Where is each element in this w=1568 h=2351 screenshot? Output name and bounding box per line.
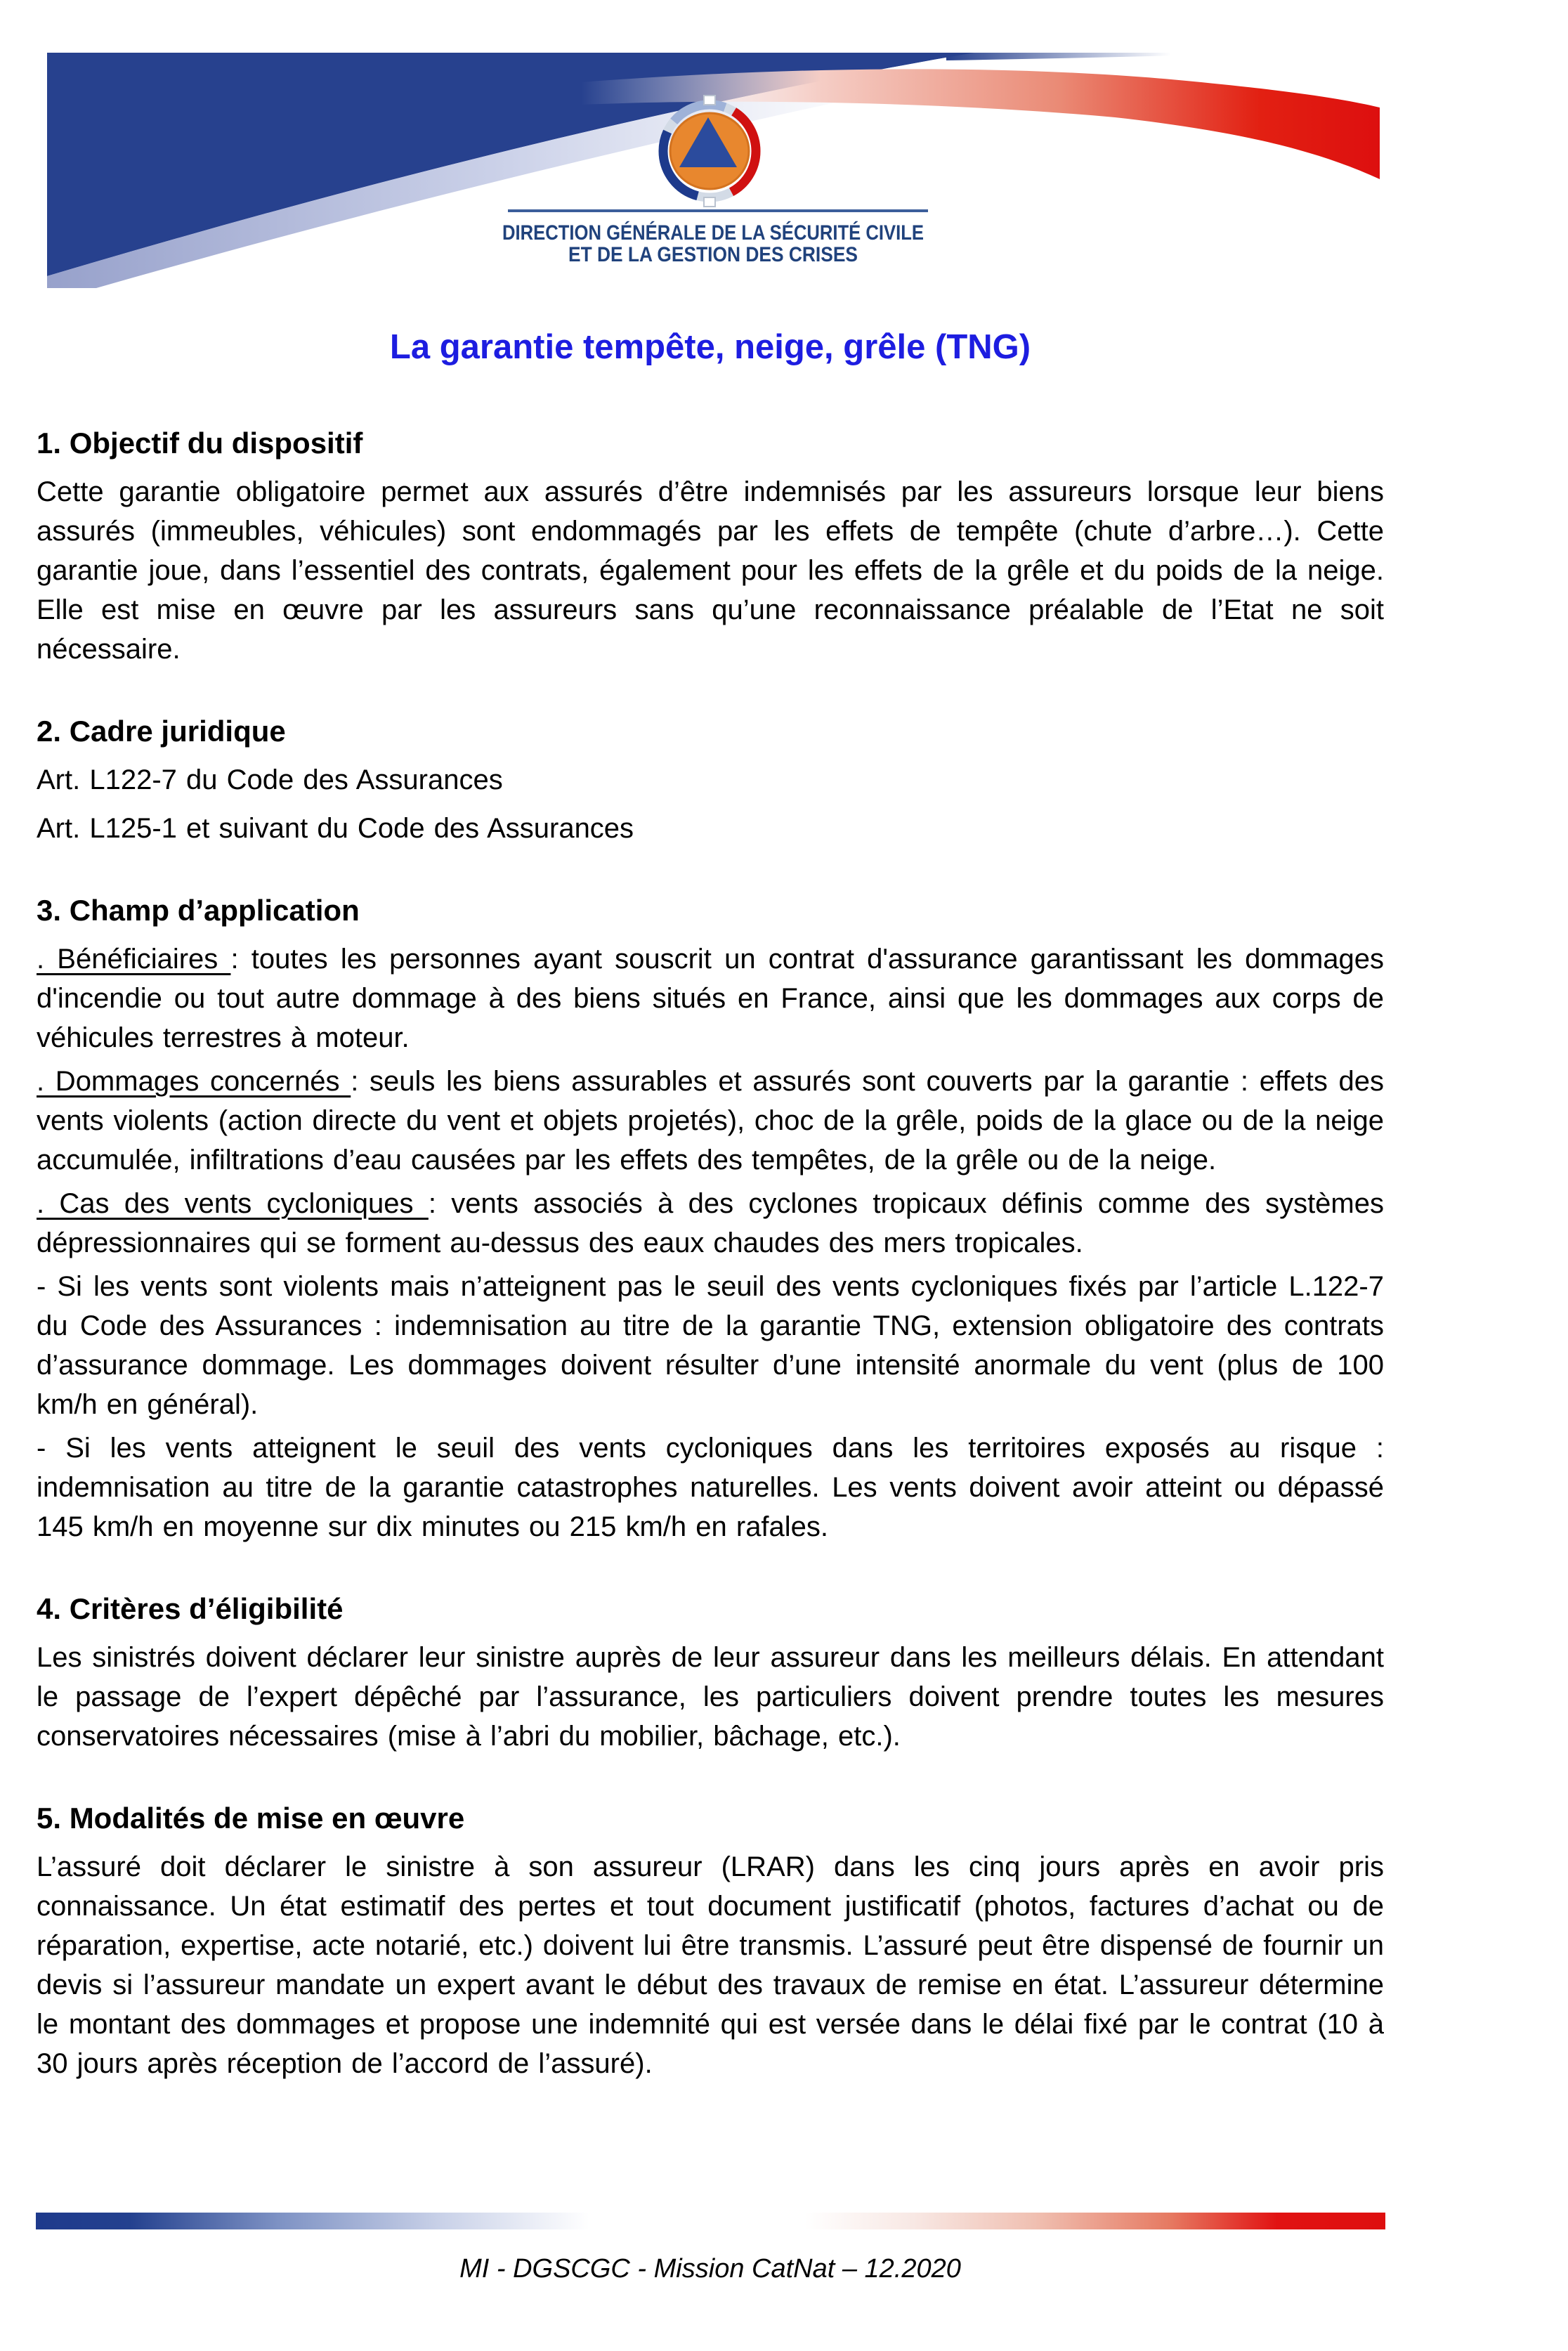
section-3-heading: 3. Champ d’application xyxy=(37,894,360,927)
paragraph-lead: . Bénéficiaires xyxy=(37,944,231,975)
paragraph xyxy=(37,1184,1384,1263)
paragraph-text: - Si les vents sont violents mais n’atteignent pas le seuil des vents cycloniques fixés par l’article L.122-7 du Code des Assurances : indemnisation au titre de la garantie TNG, extension obligatoire des contrats d’assurance dommage. Les dommages doivent résulter d’une intensité anormale du vent (plus de 100 km/h en général). xyxy=(37,1271,1384,1420)
page-title: La garantie tempête, neige, grêle (TNG) xyxy=(389,328,1031,366)
paragraph xyxy=(37,1062,1384,1180)
paragraph-text: Art. L122-7 du Code des Assurances xyxy=(37,764,503,795)
banner-graphic xyxy=(47,53,1380,288)
paragraph-lead: . Dommages concernés xyxy=(37,1066,351,1097)
law-reference xyxy=(37,809,1384,848)
paragraph-text: : seuls les biens assurables et assurés sont couverts par la garantie : effets des vents violents (action directe du vent et objets projetés), choc de la grêle, poids de la glace ou de la neige accumulée, infiltrations d’eau causées par les effets des tempêtes, de la grêle ou de la neige. xyxy=(37,1066,1384,1176)
paragraph-text: Les sinistrés doivent déclarer leur sinistre auprès de leur assureur dans les meilleurs délais. En attendant le passage de l’expert dépêché par l’assurance, les particuliers doivent prendre toutes les mesures conservatoires nécessaires (mise à l’abri du mobilier, bâchage, etc.). xyxy=(37,1642,1384,1752)
org-name-line2: ET DE LA GESTION DES CRISES xyxy=(568,243,858,266)
paragraph xyxy=(37,939,1384,1057)
paragraph xyxy=(37,1428,1384,1546)
paragraph-text: - Si les vents atteignent le seuil des vents cycloniques dans les territoires exposés au risque : indemnisation au titre de la garantie catastrophes naturelles. Les vents doivent avoir atteint ou dépassé 145 km/h en moyenne sur dix minutes ou 215 km/h en rafales. xyxy=(37,1433,1384,1542)
paragraph xyxy=(37,472,1384,669)
paragraph xyxy=(37,1638,1384,1756)
section-2-heading: 2. Cadre juridique xyxy=(37,715,286,748)
paragraph xyxy=(37,1847,1384,2083)
paragraph-text: Art. L125-1 et suivant du Code des Assurances xyxy=(37,813,634,844)
paragraph-text: Cette garantie obligatoire permet aux assurés d’être indemnisés par les assureurs lorsque leur biens assurés (immeubles, véhicules) sont endommagés par les effets de tempête (chute d’arbre…). Cette garantie joue, dans l’essentiel des contrats, également pour les effets de la grêle et du poids de la neige. Elle est mise en œuvre par les assureurs sans qu’une reconnaissance préalable de l’Etat ne soit nécessaire. xyxy=(37,476,1384,665)
ring-top-tab xyxy=(704,96,715,105)
paragraph xyxy=(37,1267,1384,1424)
document-body xyxy=(37,288,1384,2083)
paragraph-lead: . Cas des vents cycloniques xyxy=(37,1188,429,1219)
banner-top-line xyxy=(946,53,1171,60)
footer-caption: MI - DGSCGC - Mission CatNat – 12.2020 xyxy=(459,2254,961,2284)
paragraph-text: : vents associés à des cyclones tropicaux définis comme des systèmes dépressionnaires qui se forment au-dessus des eaux chaudes des mers tropicales. xyxy=(37,1188,1384,1258)
section-1-heading: 1. Objectif du dispositif xyxy=(37,426,363,460)
securite-civile-logo xyxy=(663,96,756,207)
ring-bottom-tab xyxy=(704,197,715,207)
footer-tricolor-bar xyxy=(36,2213,1385,2229)
org-name-line1: DIRECTION GÉNÉRALE DE LA SÉCURITÉ CIVILE xyxy=(502,221,996,245)
law-reference xyxy=(37,760,1384,800)
paragraph-text: L’assuré doit déclarer le sinistre à son assureur (LRAR) dans les cinq jours après en avoir pris connaissance. Un état estimatif des pertes et tout document justificatif (photos, factures d’achat ou de réparation, expertise, acte notarié, etc.) doivent lui être transmis. L’assuré peut être dispensé de fournir un devis si l’assureur mandate un expert avant le début des travaux de remise en état. L’assureur détermine le montant des dommages et propose une indemnité qui est versée dans le délai fixé par le contrat (10 à 30 jours après réception de l’accord de l’assuré). xyxy=(37,1851,1384,2079)
header-banner xyxy=(47,53,1380,288)
section-5-heading: 5. Modalités de mise en œuvre xyxy=(37,1802,465,1835)
paragraph-text: : toutes les personnes ayant souscrit un contrat d'assurance garantissant les dommages d'incendie ou tout autre dommage à des biens situés en France, ainsi que les dommages aux corps de véhicules terrestres à moteur. xyxy=(37,944,1384,1053)
section-4-heading: 4. Critères d’éligibilité xyxy=(37,1592,344,1625)
